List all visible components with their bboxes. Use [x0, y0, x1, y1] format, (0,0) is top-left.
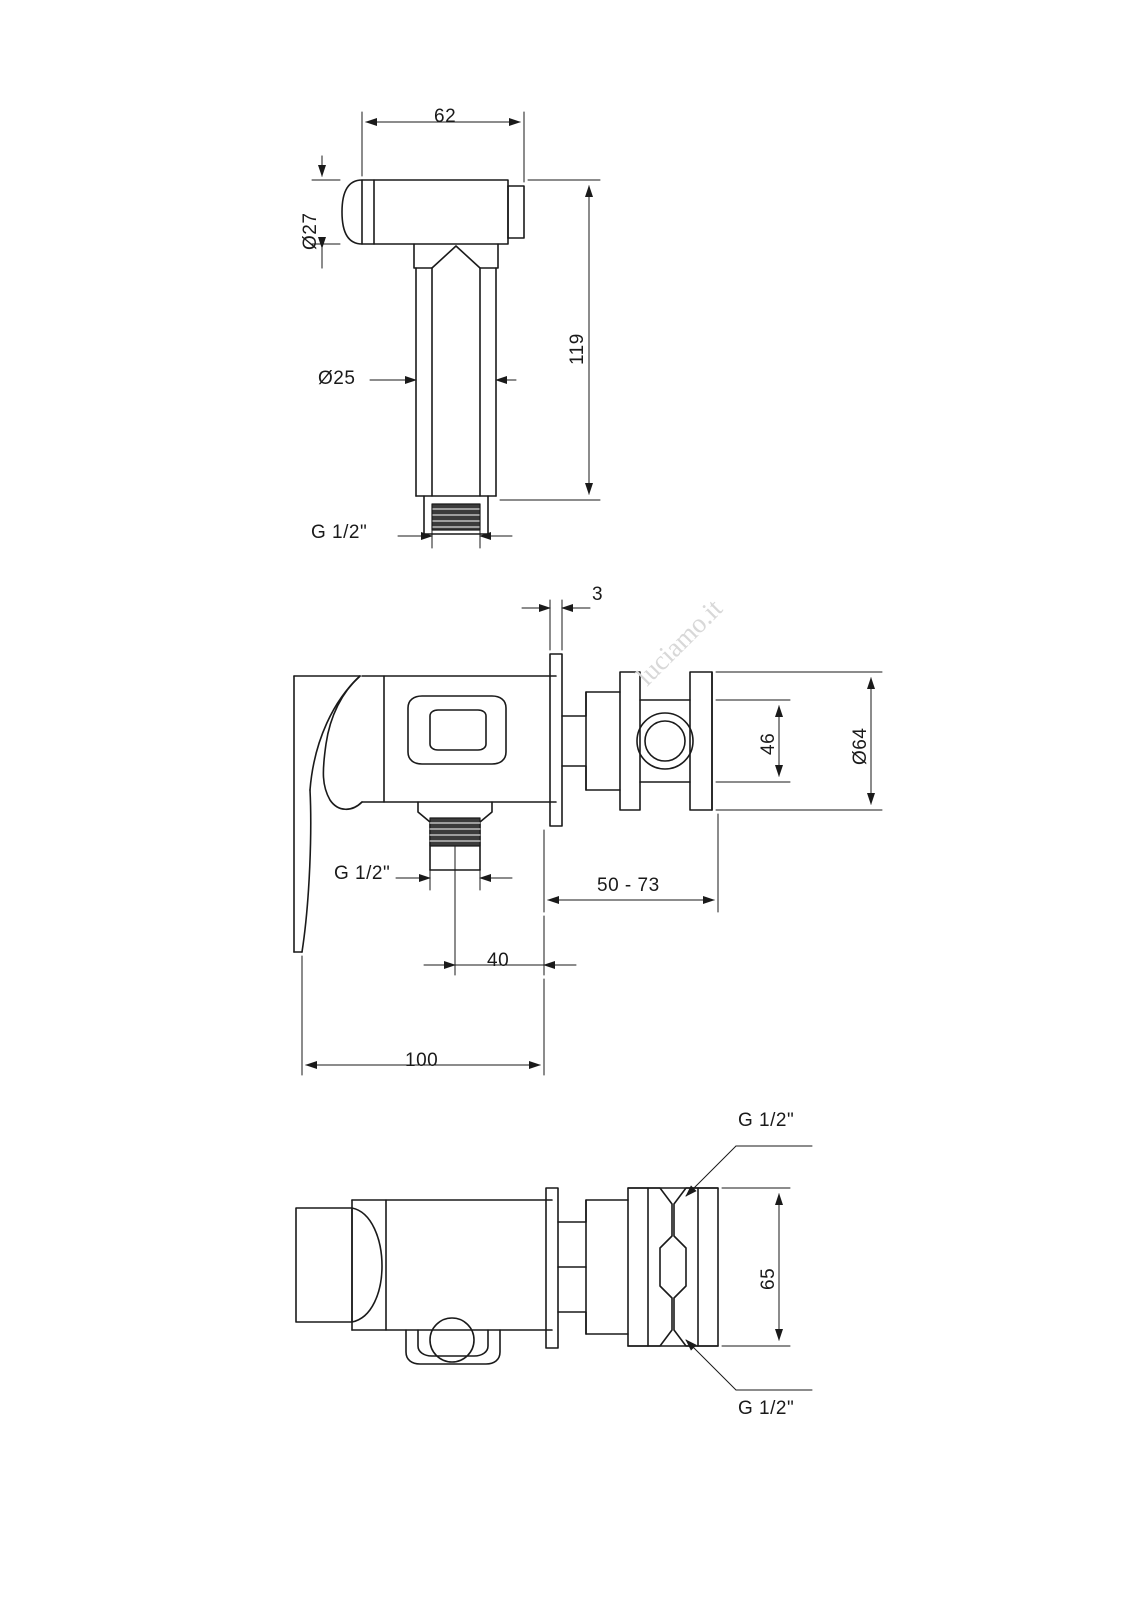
dim-label-40: 40 [487, 950, 510, 971]
leader-g12-bottom [686, 1340, 812, 1390]
hand-shower-thread [432, 504, 480, 530]
dim-label-62: 62 [434, 106, 457, 127]
dim-label-100: 100 [405, 1050, 439, 1071]
dim-label-50-73: 50 - 73 [597, 875, 660, 896]
dim-label-65: 65 [758, 1267, 779, 1290]
dim-label-119: 119 [567, 333, 588, 365]
dim-label-d27: Ø27 [300, 212, 321, 250]
dim-label-g12-bottom: G 1/2" [738, 1398, 795, 1419]
dim-label-g12-mixer: G 1/2" [334, 863, 391, 884]
mixer-top-geometry [296, 1188, 718, 1364]
dim-3-lines [522, 600, 590, 650]
dim-label-d64: Ø64 [850, 727, 871, 765]
dim-label-46: 46 [758, 732, 779, 755]
watermark-text: luciamo.it [630, 593, 729, 692]
mixer-thread [430, 818, 480, 846]
dim-label-d25: Ø25 [318, 368, 356, 389]
hand-shower-geometry [342, 180, 524, 534]
dim-label-3: 3 [592, 584, 604, 605]
dim-label-g12-top: G 1/2" [738, 1110, 795, 1131]
dim-5073-lines [544, 814, 718, 912]
mixer-side-geometry [294, 654, 712, 952]
dim-label-g12-shower: G 1/2" [311, 522, 368, 543]
dim-g12-mixer-lines [396, 846, 512, 890]
